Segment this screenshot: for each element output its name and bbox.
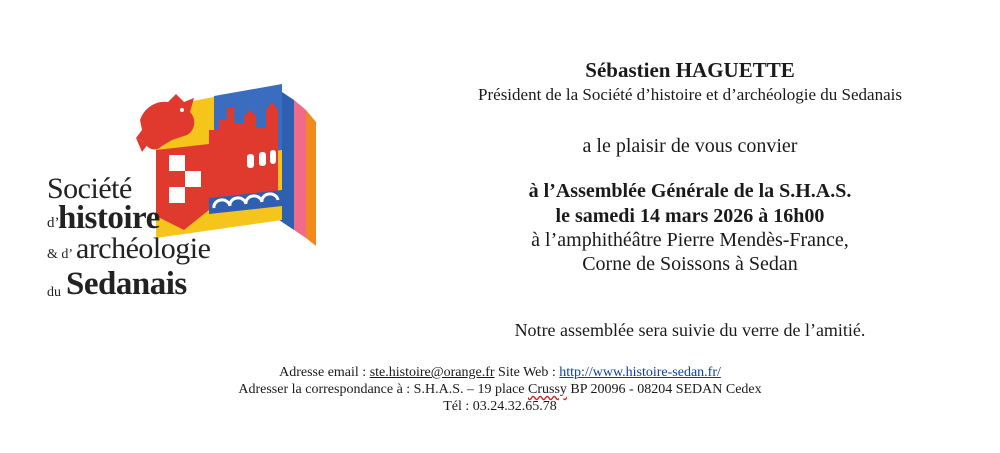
invite-line: a le plaisir de vous convier xyxy=(582,135,798,157)
logo-amp-prefix: & d’ xyxy=(47,247,74,262)
footer-address-line xyxy=(0,381,1000,398)
footer xyxy=(0,364,1000,415)
address-street: Crussy xyxy=(528,382,567,397)
footer-contact-line xyxy=(0,364,1000,381)
host-role: Président de la Société d’histoire et d’archéologie du Sedanais xyxy=(478,85,902,104)
closing-note: Notre assemblée sera suivie du verre de l’amitié. xyxy=(514,320,866,340)
logo-du-prefix: du xyxy=(47,285,61,300)
logo-histoire: histoire xyxy=(58,200,160,236)
logo-d-prefix: d’ xyxy=(47,215,60,231)
host-name: Sébastien HAGUETTE xyxy=(585,58,795,82)
web-label: Site Web : xyxy=(494,365,560,380)
logo-sedanais: Sedanais xyxy=(66,266,187,302)
logo-societe: Société xyxy=(47,172,132,205)
logo-archeologie: archéologie xyxy=(76,232,211,265)
email-link[interactable]: ste.histoire@orange.fr xyxy=(369,365,495,380)
event-title: à l’Assemblée Générale de la S.H.A.S. xyxy=(528,180,852,202)
footer-phone: Tél : 03.24.32.65.78 xyxy=(443,399,557,414)
website-link[interactable]: http://www.histoire-sedan.fr/ xyxy=(559,365,721,380)
invitation-block xyxy=(380,58,1000,276)
event-date: le samedi 14 mars 2026 à 16h00 xyxy=(555,205,825,227)
address-rest: BP 20096 - 08204 SEDAN Cedex xyxy=(566,382,762,397)
logo-wordmark xyxy=(44,80,324,310)
venue-line-2: Corne de Soissons à Sedan xyxy=(582,253,798,275)
venue-line-1: à l’amphithéâtre Pierre Mendès-France, xyxy=(531,229,849,251)
society-logo xyxy=(44,80,324,310)
address-label: Adresser la correspondance à : S.H.A.S. – 19 place xyxy=(238,382,529,397)
email-label: Adresse email : xyxy=(279,365,370,380)
